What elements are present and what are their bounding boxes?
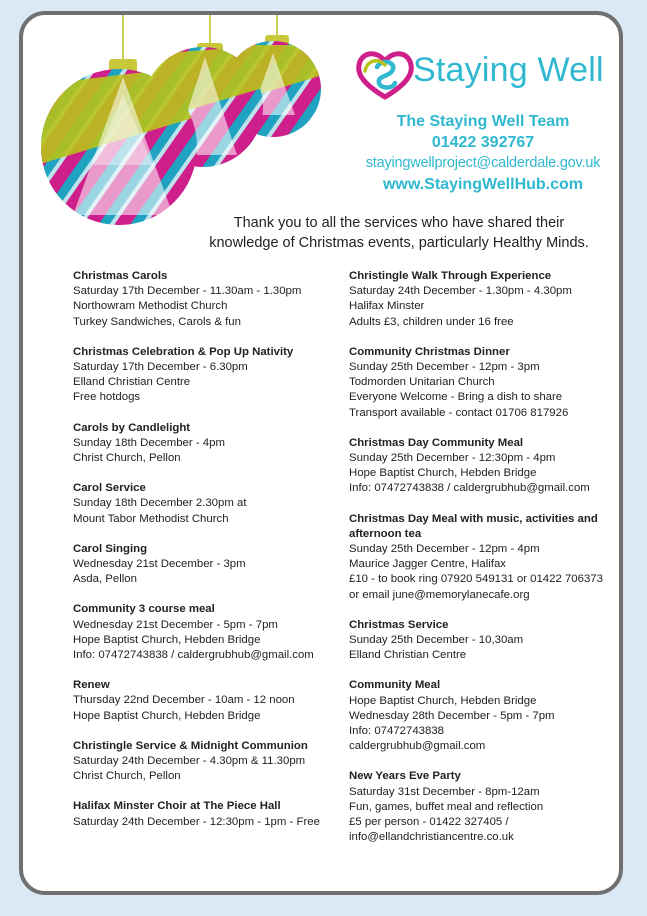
event-detail: £5 per person - 01422 327405 /	[349, 816, 509, 829]
event-detail: Hope Baptist Church, Hebden Bridge	[73, 633, 261, 646]
event-detail: Elland Christian Centre	[73, 376, 191, 389]
event-title: Christmas Carols	[73, 270, 168, 282]
team-name: The Staying Well Team	[396, 113, 570, 130]
brand-name: Staying Well	[413, 51, 604, 89]
event-detail: Sunday 25th December - 12:30pm - 4pm	[349, 452, 556, 465]
event-detail: Todmorden Unitarian Church	[349, 376, 495, 389]
website-link[interactable]: www.StayingWellHub.com	[382, 176, 584, 193]
event-detail: Saturday 24th December - 12:30pm - 1pm - Free	[73, 815, 320, 828]
event-item	[73, 739, 343, 785]
intro-text	[199, 213, 599, 253]
event-detail: Asda, Pellon	[73, 573, 137, 586]
event-detail: Christ Church, Pellon	[73, 770, 181, 783]
event-detail: Hope Baptist Church, Hebden Bridge	[349, 694, 537, 707]
event-item	[349, 512, 623, 603]
event-title: Christmas Day Community Meal	[349, 436, 524, 449]
event-title: Carol Singing	[73, 542, 148, 555]
event-detail: Sunday 25th December - 10,30am	[349, 634, 524, 647]
event-detail: Maurice Jagger Centre, Halifax	[349, 558, 507, 571]
event-item	[73, 269, 343, 330]
contact-block	[343, 111, 623, 195]
event-title: Christmas Celebration & Pop Up Nativity	[73, 345, 294, 358]
event-detail: Christ Church, Pellon	[73, 452, 181, 465]
event-title: Renew	[73, 679, 110, 692]
event-item	[349, 345, 623, 421]
event-detail: Wednesday 21st December - 5pm - 7pm	[73, 618, 278, 631]
event-detail: Saturday 24th December - 4.30pm & 11.30pm	[73, 755, 306, 768]
event-detail: Info: 07472743838 / caldergrubhub@gmail.com	[73, 649, 314, 662]
event-title: Halifax Minster Choir at The Piece Hall	[73, 800, 281, 813]
phone-number[interactable]: 01422 392767	[431, 134, 535, 151]
event-title: Christmas Day Meal with music, activities and afternoon tea	[349, 512, 598, 540]
event-detail: Info: 07472743838	[349, 725, 445, 738]
event-detail: Turkey Sandwiches, Carols & fun	[73, 315, 241, 328]
event-title: Christingle Walk Through Experience	[349, 270, 552, 282]
event-detail: Saturday 17th December - 11.30am - 1.30pm	[73, 285, 302, 298]
event-detail: Wednesday 28th December - 5pm - 7pm	[349, 709, 555, 722]
event-detail: Hope Baptist Church, Hebden Bridge	[73, 709, 261, 722]
event-detail: info@ellandchristiancentre.co.uk	[349, 831, 514, 844]
event-detail: £10 - to book ring 07920 549131 or 01422 706373	[349, 573, 603, 586]
event-detail: Wednesday 21st December - 3pm	[73, 558, 246, 571]
event-title: Christingle Service & Midnight Communion	[73, 739, 308, 752]
event-detail: Saturday 31st December - 8pm-12am	[349, 785, 540, 798]
christmas-baubles-illustration	[23, 15, 353, 245]
event-detail: Sunday 25th December - 12pm - 4pm	[349, 543, 540, 556]
event-title: Community 3 course meal	[73, 603, 215, 616]
event-detail: Saturday 17th December - 6.30pm	[73, 361, 248, 374]
event-detail: or email june@memorylanecafe.org	[349, 588, 530, 601]
event-detail: Sunday 18th December - 4pm	[73, 436, 225, 449]
event-item	[349, 269, 623, 330]
events-right-column	[349, 269, 623, 861]
event-item	[73, 421, 343, 467]
event-item	[73, 799, 343, 829]
event-detail: Transport available - contact 01706 817926	[349, 406, 569, 419]
event-item	[73, 345, 343, 406]
event-detail: Saturday 24th December - 1.30pm - 4.30pm	[349, 285, 572, 298]
event-item	[349, 436, 623, 497]
event-item	[349, 769, 623, 845]
event-title: New Years Eve Party	[349, 770, 461, 783]
event-item	[73, 602, 343, 663]
event-detail: Free hotdogs	[73, 391, 141, 404]
event-item	[73, 678, 343, 724]
intro-line-1: Thank you to all the services who have shared their	[233, 215, 565, 231]
event-detail: Elland Christian Centre	[349, 649, 467, 662]
event-detail: Sunday 18th December 2.30pm at	[73, 497, 247, 510]
event-detail: Thursday 22nd December - 10am - 12 noon	[73, 694, 295, 707]
event-title: Community Christmas Dinner	[349, 345, 510, 358]
event-detail: caldergrubhub@gmail.com	[349, 740, 486, 753]
event-item	[349, 618, 623, 664]
events-left-column	[73, 269, 343, 845]
event-detail: Sunday 25th December - 12pm - 3pm	[349, 361, 540, 374]
intro-line-2: knowledge of Christmas events, particularly Healthy Minds.	[209, 235, 589, 251]
event-title: Community Meal	[349, 679, 441, 692]
event-item	[73, 542, 343, 588]
event-title: Carols by Candlelight	[73, 421, 191, 434]
event-title: Carol Service	[73, 482, 146, 495]
event-detail: Fun, games, buffet meal and reflection	[349, 800, 544, 813]
event-detail: Adults £3, children under 16 free	[349, 315, 514, 328]
event-title: Christmas Service	[349, 618, 449, 631]
event-detail: Halifax Minster	[349, 300, 425, 313]
event-item	[73, 481, 343, 527]
event-detail: Everyone Welcome - Bring a dish to share	[349, 391, 563, 404]
event-detail: Info: 07472743838 / caldergrubhub@gmail.com	[349, 482, 590, 495]
email-link[interactable]: stayingwellproject@calderdale.gov.uk	[365, 155, 601, 171]
event-detail: Mount Tabor Methodist Church	[73, 512, 229, 525]
flyer-card	[19, 11, 623, 895]
event-item	[349, 678, 623, 754]
event-detail: Hope Baptist Church, Hebden Bridge	[349, 467, 537, 480]
event-detail: Northowram Methodist Church	[73, 300, 228, 313]
